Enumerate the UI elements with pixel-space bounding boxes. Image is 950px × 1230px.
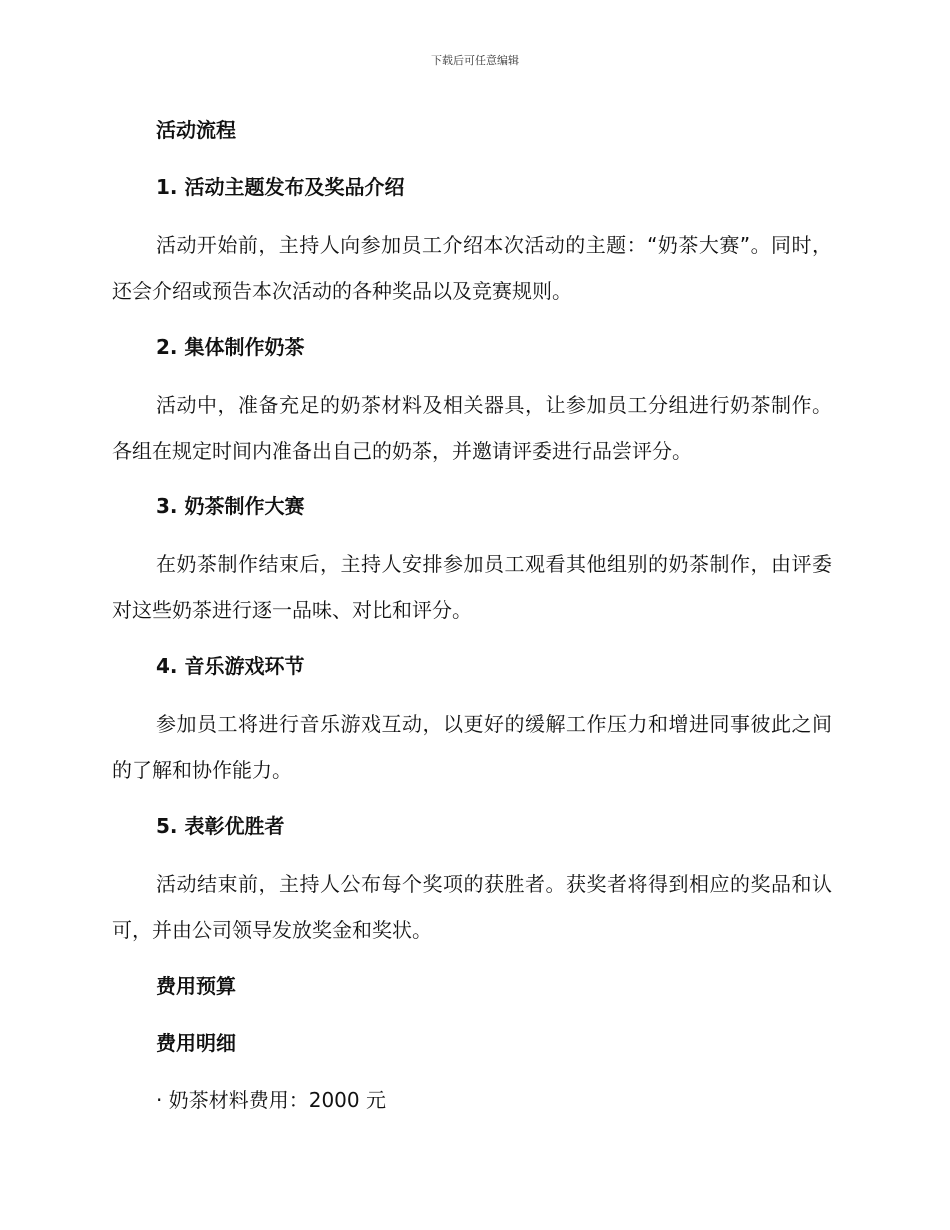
step-2-heading: 2. 集体制作奶茶 (156, 335, 305, 359)
step-2-paragraph: 活动中，准备充足的奶茶材料及相关器具，让参加员工分组进行奶茶制作。各组在规定时间内准备出自己的奶茶，并邀请评委进行品尝评分。 (112, 393, 832, 463)
step-1-paragraph: 活动开始前，主持人向参加员工介绍本次活动的主题：“奶茶大赛”。同时，还会介绍或预告本次活动的各种奖品以及竞赛规则。 (112, 233, 832, 303)
step-4-paragraph: 参加员工将进行音乐游戏互动，以更好的缓解工作压力和增进同事彼此之间的了解和协作能力。 (112, 712, 832, 782)
step-4-heading: 4. 音乐游戏环节 (156, 654, 305, 678)
step-3-paragraph: 在奶茶制作结束后，主持人安排参加员工观看其他组别的奶茶制作，由评委对这些奶茶进行逐一品味、对比和评分。 (112, 552, 832, 622)
page-header-note: 下载后可任意编辑 (431, 54, 519, 67)
budget-item-milk-tea-materials: · 奶茶材料费用：2000 元 (156, 1088, 386, 1112)
step-5-heading: 5. 表彰优胜者 (156, 814, 285, 838)
section-heading-activity-flow: 活动流程 (156, 118, 236, 142)
step-1-heading: 1. 活动主题发布及奖品介绍 (156, 175, 405, 199)
section-heading-budget: 费用预算 (156, 974, 236, 998)
step-5-paragraph: 活动结束前，主持人公布每个奖项的获胜者。获奖者将得到相应的奖品和认可，并由公司领导发放奖金和奖状。 (112, 872, 832, 942)
section-heading-budget-detail: 费用明细 (156, 1031, 236, 1055)
step-3-heading: 3. 奶茶制作大赛 (156, 494, 305, 518)
